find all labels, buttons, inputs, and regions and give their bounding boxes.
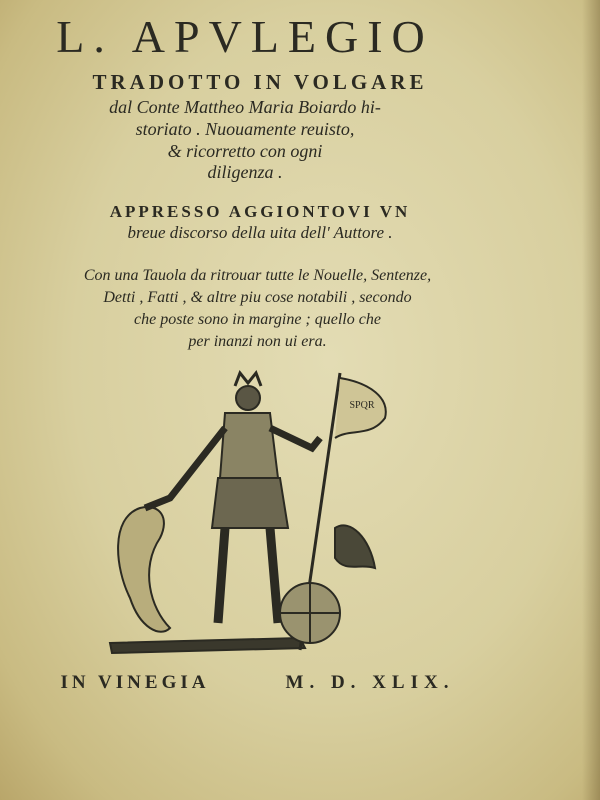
page-edge-shadow: [582, 0, 600, 800]
ground-base: [110, 638, 305, 653]
woodcut-illustration: [100, 368, 400, 663]
imprint-place: IN VINEGIA: [60, 672, 210, 693]
shield-cartouche: [118, 507, 170, 632]
table-line-1: Con una Tauola da ritrouar tutte le Nouelle, Sentenze,: [83, 267, 432, 284]
book-title: L. APVLEGIO: [56, 11, 434, 62]
eagle: [335, 525, 375, 568]
appendix-heading: APPRESSO AGGIONTOVI VN: [109, 202, 411, 221]
banner-text: SPQR: [349, 400, 375, 411]
armored-torso: [220, 413, 278, 478]
translator-line-3: & ricorretto con ogni: [167, 141, 323, 161]
translator-line-2: storiato . Nuouamente reuisto,: [135, 119, 355, 139]
translator-line-1: dal Conte Mattheo Maria Boiardo hi-: [109, 97, 381, 117]
imprint-year: M. D. XLIX.: [285, 672, 455, 693]
table-line-3: che poste sono in margine ; quello che: [134, 311, 381, 328]
translator-line-4: diligenza .: [207, 162, 283, 182]
table-line-2: Detti , Fatti , & altre piu cose notabili , secondo: [103, 289, 412, 306]
crown-head: [236, 386, 260, 410]
subtitle: TRADOTTO IN VOLGARE: [92, 70, 428, 94]
table-line-4: per inanzi non ui era.: [188, 333, 327, 350]
appendix-line: breue discorso della uita dell' Auttore .: [127, 223, 393, 242]
